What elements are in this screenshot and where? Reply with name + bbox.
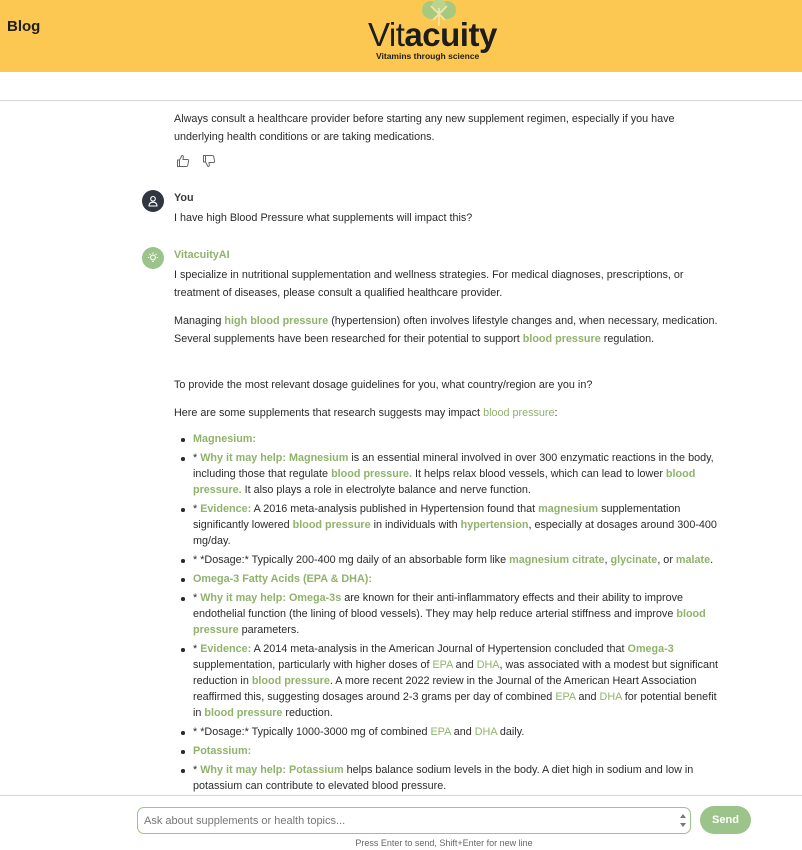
keyword[interactable]: blood pressure <box>522 333 601 345</box>
keyword[interactable]: glycinate <box>610 554 658 566</box>
user-avatar <box>142 190 164 212</box>
keyword[interactable]: EPA <box>432 659 453 671</box>
ai-region-question: To provide the most relevant dosage guidelines for you, what country/region are you in? <box>174 379 593 391</box>
list-item: * Evidence: A 2014 meta-analysis in the American Journal of Hypertension concluded that Omega-3 supplementation, particularly with higher doses of EPA and DHA, was associated with a modest but significant reduction in blood pressure. A more recent 2022 review in the Journal of the American Heart Association reaffirmed this, suggesting dosages around 2-3 grams per day of combined EPA and DHA for potential benefit in blood pressure reduction. <box>174 641 722 721</box>
ai-disclaimer: I specialize in nutritional supplementation and wellness strategies. For medical diagnoses, prescriptions, or treatment of diseases, please consult a qualified healthcare provider. <box>174 269 684 299</box>
composer-divider <box>0 795 802 796</box>
resize-arrows-icon[interactable] <box>678 811 688 830</box>
user-message-text: I have high Blood Pressure what supplements will impact this? <box>174 212 473 224</box>
supplement-heading: Potassium: <box>193 745 252 757</box>
send-button[interactable]: Send <box>700 806 751 834</box>
ai-list-intro: Here are some supplements that research suggests may impact blood pressure: <box>174 407 558 419</box>
list-item: * *Dosage:* Typically 1000-3000 mg of combined EPA and DHA daily. <box>174 724 722 740</box>
ai-speaker-name: VitacuityAI <box>174 249 230 261</box>
logo-wordmark: Vitacuity <box>368 16 497 53</box>
list-item: * Why it may help: Omega-3s are known for their anti-inflammatory effects and their ability to improve endothelial function (the lining of blood vessels). They may help reduce arterial stiffness and improve blood pressure parameters. <box>174 590 722 638</box>
chat-input[interactable] <box>144 810 664 831</box>
keyword[interactable]: Omega-3 <box>627 643 674 655</box>
list-item: * Evidence: A 2016 meta-analysis published in Hypertension found that magnesium supplementation significantly lowered blood pressure in individuals with hypertension, especially at dosages around 300-400 mg/day. <box>174 501 722 549</box>
site-header <box>0 0 802 72</box>
keyword[interactable]: hypertension <box>460 519 529 531</box>
list-item <box>174 431 722 447</box>
blog-link[interactable]: Blog <box>7 18 41 35</box>
keyword[interactable]: DHA <box>474 726 497 738</box>
keyword[interactable]: magnesium <box>538 503 599 515</box>
keyword[interactable]: blood pressure. <box>331 468 413 480</box>
keyword[interactable]: blood pressure <box>251 675 330 687</box>
ai-avatar <box>142 247 164 269</box>
thumbs-up-icon[interactable] <box>176 154 190 168</box>
keyword[interactable]: blood pressure. <box>193 468 696 496</box>
supplement-heading: Omega-3 Fatty Acids (EPA & DHA): <box>193 573 372 585</box>
ai-intro-paragraph: Managing high blood pressure (hypertension) often involves lifestyle changes and, when necessary, medication. Several supplements have been researched for their potential to support blood pressure regulation. <box>174 315 718 345</box>
list-item <box>174 743 722 759</box>
lightbulb-icon <box>147 252 159 264</box>
supplement-heading: Magnesium: <box>193 433 256 445</box>
keyword[interactable]: EPA <box>555 691 576 703</box>
keyword[interactable]: DHA <box>599 691 622 703</box>
user-speaker-name: You <box>174 192 194 204</box>
keyword[interactable]: blood pressure <box>193 608 706 636</box>
keyword[interactable]: blood pressure <box>204 707 283 719</box>
keyword[interactable]: DHA <box>476 659 500 671</box>
keyword[interactable]: malate <box>675 554 711 566</box>
keyword[interactable]: blood pressure <box>483 407 555 419</box>
keyword[interactable]: EPA <box>430 726 451 738</box>
thumbs-down-icon[interactable] <box>202 154 216 168</box>
list-item: * *Dosage:* Typically 200-400 mg daily of an absorbable form like magnesium citrate, glycinate, or malate. <box>174 552 722 568</box>
keyword[interactable]: magnesium citrate <box>509 554 605 566</box>
input-hint: Press Enter to send, Shift+Enter for new line <box>355 838 533 848</box>
keyword[interactable]: high blood pressure <box>224 315 329 327</box>
chat-thread[interactable] <box>0 101 802 795</box>
logo-tagline: Vitamins through science <box>376 51 480 61</box>
ai-message-tail: Always consult a healthcare provider before starting any new supplement regimen, especially if you have underlying health conditions or are taking medications. <box>174 113 675 143</box>
keyword[interactable]: blood pressure <box>292 519 371 531</box>
supplement-list <box>174 431 722 795</box>
list-item <box>174 571 722 587</box>
vitacuity-logo[interactable] <box>368 0 508 66</box>
list-item: * Why it may help: Magnesium is an essential mineral involved in over 300 enzymatic reactions in the body, including those that regulate blood pressure. It helps relax blood vessels, which can lead to lower blood pressure. It also plays a role in electrolyte balance and nerve function. <box>174 450 722 498</box>
chat-input-box[interactable] <box>137 807 691 834</box>
message-feedback <box>176 154 216 168</box>
user-icon <box>147 195 159 207</box>
list-item: * Why it may help: Potassium helps balance sodium levels in the body. A diet high in sodium and low in potassium can contribute to elevated blood pressure. <box>174 762 722 794</box>
